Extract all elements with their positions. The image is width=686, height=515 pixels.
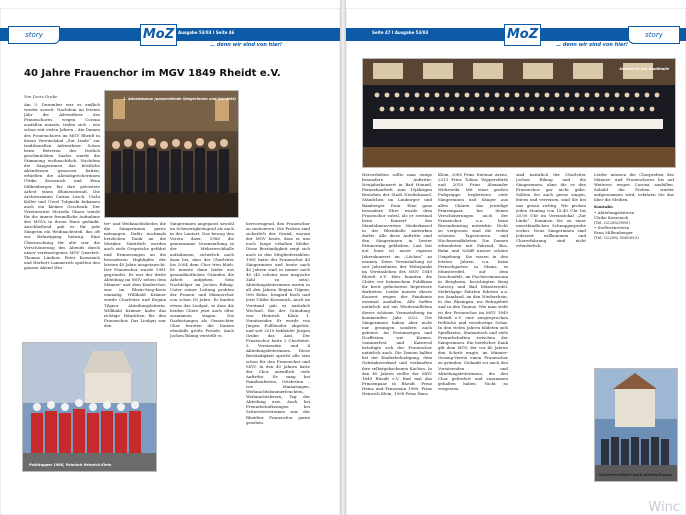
author-byline: Von Doris Grube	[24, 94, 58, 99]
contact-details: • Abteilungsleiterin Ulrike Kossenich (Tel. 02208/3985) • Stellvertreterin Erna Milbenberger (Tel. 02208/ 5065053)	[594, 209, 639, 241]
article-column-2: ter- und Weihnachtslieder, die die Sängerinnen gerne mitsangen. Dafür nochmals herzlichen Dank an die Musiker. Natürlich wurden auch viele Gespräche geführt und Erinnerungen an die besonderen Highlights der letzten 40 Jahre ausgetauscht. Der Frauenchor wurde 1981 gegründet. Er war der dritte Abteilung im MGV neben dem Männer- und dem Kinderchor, war im Rhein-Sieg-Kreis einmalig. Willibald Krämer wurde Chorleiter und Regina Tilgner Abteilungsleiterin. Willibald Krämer hatte das richtige Händchen für den Frauenchor. Das Liedgut war den	[104, 221, 166, 328]
logo: MoZ	[140, 24, 177, 46]
photo-caption: Wochenendfahrt nach Idstein/Taunus	[599, 473, 673, 477]
logo: MoZ	[504, 24, 541, 46]
article-column-4: hervorragend, den Frauenchor zu motivieren. Die Proben sind sicherlich der Grund, warum der MGV heute, dass er uns noch lange erhalten bleibe. Diese Beständigkeit zeigt sich auch in den Mitgliederzahlen: 1981 hatte der Frauenchor 40 Sängerinnen und heute nach 40 Jahren sind es immer noch 40 (40 scheint eine magische Zahl zu sein). Abteilungsleiterinnen waren in all den Jahren Regina Tilgner, Otti Kühn, Irmgard Koch und jetzt Ulrike Kossenich. Auch im Vorstand gab es natürlich Wechsel. Bei der Gründung war Heinrich Klein 1. Vorsitzender. Er wurde von Jürgen Fullbender abgelöst, und seit 2010 bekleidet Jürgen Grube das Amt. Der Frauenchor hatte 2 Chorleiter, 5 Vereinsräte und 4 Abteilungsleiterinnen. Diese Beständigkeit spricht alle sein schon für den Frauenchor und MGV. In den 40 Jahren hatte der Chor unendlich viele Auftritte. Er sang bei Familienfesten, Ortsfesten – wie Maiansingen, Weihnachtsbaumerleuchten, Weihnachtsfeiern, Tag der Abteilung usw. Auch bei Freundschaftssingen bei Schwestervereinen war der Rheidter Frauenchor gerne gesehen.	[246, 221, 310, 425]
section-tab: story	[628, 26, 680, 44]
photo-trip	[594, 368, 678, 482]
article-column-3: sind natürlich der Chorleiter Jochen Rilmig und die Sängerinnen, ohne die es den Frauenchor gar nicht gäbe. Sollten Sie auch gerne singen, feiern und verreisen, sind Sie bei uns genau richtig. Wir proben jeden Montag von 18.45 Uhr bis 20.00 Uhr im Vereinslokal „Zur Linde“. Kommen Sie zu einer unverbindlichen Schnupperprobe vorbei. Neue Sängerinnen sind jederzeit willkommen und Chorerfahrung sind nicht erforderlich.	[516, 172, 586, 249]
issue-info: Ausgabe 53/83 I Seite 46	[178, 30, 235, 35]
tagline: … denn wir sind von hier!	[556, 42, 629, 48]
article-headline: 40 Jahre Frauenchor im MGV 1849 Rheidt e.V.	[24, 68, 281, 79]
contact-title: Kontakt:	[594, 203, 614, 209]
trip-illustration	[595, 369, 677, 481]
photo-caption: Konzert in der Stadthalle	[619, 67, 669, 71]
left-page	[0, 8, 340, 515]
concert-hall-illustration	[363, 59, 675, 167]
section-tab: story	[8, 26, 60, 44]
article-column-1: Am 3. Dezember war es endlich wieder soweit. Nachdem im letzten Jahr die Adventfeier des Frauenchores wegen Corona ausfallen musste, trafen sich – wie schon seit vielen Jahren – die Damen des Frauenchores im MGV Rheidt in ihrem Vereinslokal „Zur Linde“ zur traditionellen Adventfeier. Schon beim Betreten des festlich geschmückten Saales wurde die Stimmung weihnachtlich. Nachdem die Sängerinnen das köstliche Abendessen genossen hatten, erhielten die Abendsprecherinnen Ulrike Kossenich und Erna Milbenberger für ihre geleistete Arbeit einen Blumenstrauß. Die Archivarinnen Carina Lesch, Uschi Koller und Ursel Tobjinski bekamen auch ein kleines Geschenk: Der Vereinswirte Morizda Obaca wurde für die immer freundliche Aufnahme des MGVs in ihrem Haus gedankt. Anschließend gab es für jede Sängerin ein Weihnachtsteil, das oft zur Belustigung beitrug. Eine Überraschung für alle war die Verschönerung des Abends durch unser vereinseigenes MGV Quartett: Thomas Lindner, Peter Kossenich und Herbert Lammerich spielten den ganzen Abend Win-	[24, 102, 100, 270]
article-column-3: Sängerinnen angepasst sowohl im Schwierigkeitsgrad als auch in der Lautart. Das bewog den Verein dazu, 1986 die gemeinsame Veranstaltung in der Mehrzweckhalle aufzubauen, sicherlich auch dazu bei, dass der Chorleiter bis 2004 dem Chor treu blieb. Er musste dann leider aus gesundheitlichen Gründen die Arbeit aufgeben. Sein Nachfolger im Jochen Rilmig. Unter seiner Leitung probten der Frauen- und Männerchor von schon 16 Jahre. Er fanden etwas das Liedgut, so dass die beiden Chöre jetzt auch öfter zusammen singen. Die Darbietungen als Gemischter Chor beroten die Damen ebenfalls große Freude. Auch Jochen Rilmig verstellt es	[170, 221, 234, 339]
closing-note: Leider müssen die Chorproben des Männer- und Frauenchores bis auf Weiteres wegen Corona ausfallen. Sobald die Proben wieder aufgenommen wird, erfahren Sie das über die Medien.	[594, 172, 674, 203]
photo-concert	[362, 58, 676, 168]
tagline: … denn wir sind von hier!	[210, 42, 283, 48]
issue-info: Seite 47 I Ausgabe 53/83	[372, 30, 429, 35]
choir-group-illustration	[105, 91, 238, 217]
right-page	[346, 8, 686, 515]
article-column-1: Hervorheben sollte man einige besondere Auftritte: Neujahrskonzert in Bad Honnef, Fernsehauftritt zum 10jährigen Bestehen der Stadt Niederkassel, Ständchen im Limburger und Bamberger Dom. Eine ganz besondere Ehre wurde dem Frauenchor zuteil, als er zweimal beim Konzert des Mandolinenvereins Niederkassel in der Rheinhalle mitwirken durfte. Alle diese Auftritte sind den Sängerinnen in bester Erinnerung geblieben. Last but not least ist unser eigenes Jahreskonzert im „Löchen“ zu nennen. Diese Veranstaltung ist seit Jahrzehnten der Höhepunkt im Vereinsleben des MGV 1849 Rheidt e.V. Hier konnten die Chöre vor heimischem Publikum ihr breit gefächertes Repertoire darbieten. Leider musste dieses Konzert wegen der Pandemie zweimal ausfallen. Alle hoffen natürlich auf ein Wiederaufleben dieser schönen Veranstaltung im kommenden Jahr 2022. Die Sängerinnen haben aber nicht nur gesungen sondern auch gefeiert. An Festumzügen und Dorffesten wie Kirmes, Sommerfest und Karneval beteiligte sich der Frauenchor natürlich auch. Die Damen halfen bei der Kinderbelustigung, dem Getränkeverkauf und verkauften ihre selbstgebackenen Kuchen. In den 40 Jahren stellte der MGV 1849 Rheidt e.V. fünf mal das Prinzenpaar in Rheidt. Prinz Heinz und Prinzessin 1980; Prinz Heinrich Klein, 1998 Prinz Hans	[362, 172, 432, 397]
watermark: Winc	[648, 500, 680, 515]
article-column-4	[594, 172, 674, 362]
article-column-2: Klein, 2008 Prinz Dietmar Arenz, 2013 Prinz Tobias Wippersfürth und 2018 Prinz Alexander Wirkowski. Mit einer großen Fußgruppe begleiteten viele Sängerinnen und Sänger aus allen Chören das jeweilige Prinzenpaar, bei denen Verschönerungen auch der Frauenchor u.a. beim Rosendienstag mitwirkte. Nicht zu vergessen sind die vielen schönen Tagestouren und Wochenendfahrten. Die Damen erkundeten mit Fahrrad, Bus, Bahn und Schiff unsere schöne Umgebung. Sie waren in den letzten Jahren u.a. beim Fernsehgarten in Mainz, in Münstereifel, auf dem Drachenfels, im Fischereimuseum in Bergheim, besichtigten Burg Satzvey und Bad Münstereifel. Mehrtägige Fahrten führten u.a. ins Saarland, an den Niederrhein, in das Rheingau, ins Ruhrgebiet und in den Taunus. Wie man sieht ist der Frauenchor im MGV 1849 Rheidt e.V. eine ausgesprochen fröhliche und reiselustige Schar. In den vielen Jahren bildeten sich Spielkreise, Stammtisch und viele Freundschaften zwischen der Sängerinnen. Ein herzlicher Dank gilt dem MGV, der vor 40 Jahren den Schritt wagte, im Männer-Gesang-Verein einen Frauenchor zu gründen. Gedankt sei auch den Vorsitzenden und Abteilungsleiterinnen, die den Chor gefördert und zusammen gehalten haben. Nicht zu vergessen	[438, 172, 508, 391]
photo-caption: 1. Adventszeus (umwerdende Sängerinnen und Quintett)	[123, 97, 236, 101]
photo-choir-group	[104, 90, 239, 218]
photo-caption: Polkfrapper 1988, Polnisch Heinrich Klein	[29, 463, 112, 467]
